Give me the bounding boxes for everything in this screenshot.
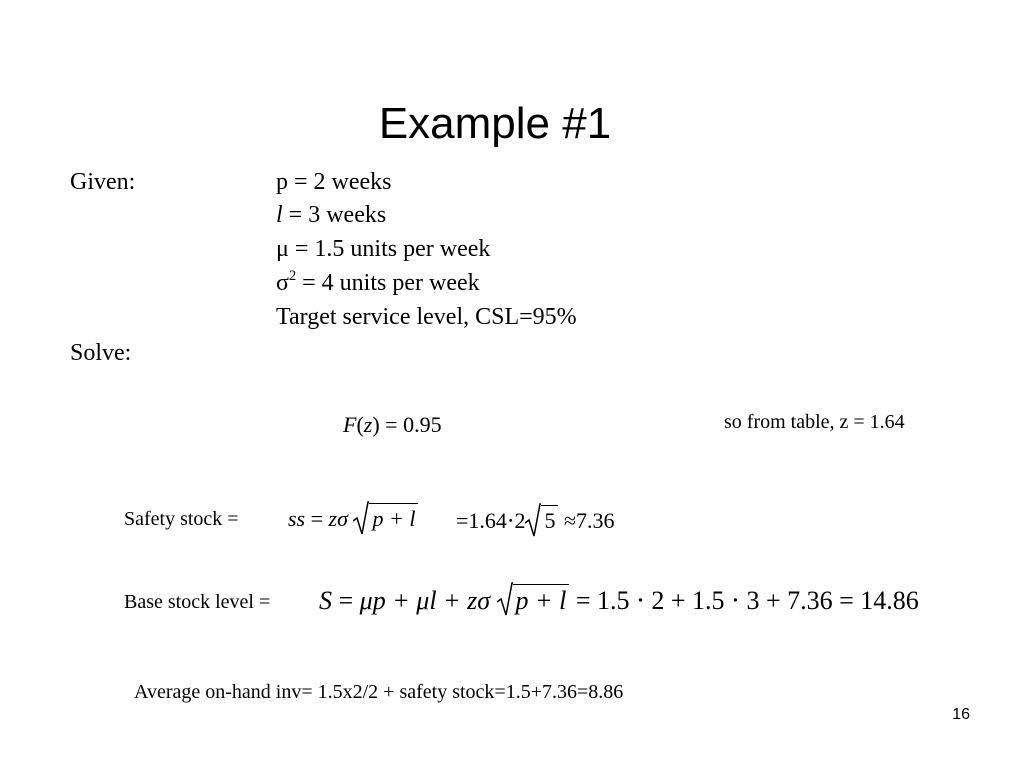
given-text: = 2 weeks xyxy=(288,169,392,195)
given-var: σ xyxy=(276,270,289,296)
safety-result-prefix: =1.64⋅2 xyxy=(456,508,526,533)
sqrt-symbol xyxy=(497,584,570,617)
radical-icon xyxy=(525,503,541,537)
base-radicand: p + l xyxy=(513,584,570,617)
given-label: Given: xyxy=(70,169,136,195)
fz-function: F xyxy=(343,412,357,437)
safety-result-value: 7.36 xyxy=(576,508,615,533)
given-var: l xyxy=(276,202,283,228)
given-text: = 1.5 units per week xyxy=(288,236,491,262)
slide-title: Example #1 xyxy=(378,99,612,148)
given-item-csl xyxy=(276,301,577,333)
safety-z: z xyxy=(328,506,338,531)
average-on-hand: Average on-hand inv= 1.5x2/2 + safety stock=1.5+7.36=8.86 xyxy=(134,681,624,703)
radical-icon xyxy=(353,501,369,535)
base-formula: S = μp + μl + zσ p + l = 1.5 ⋅ 2 + 1.5 ⋅ 3 + 7.36 = 14.86 xyxy=(319,584,919,617)
given-item-sigma xyxy=(276,267,480,299)
base-lhs: S xyxy=(319,586,332,615)
fz-equation: F(z) = 0.95 xyxy=(343,412,442,437)
solve-label: Solve: xyxy=(70,340,132,366)
safety-radicand: p + l xyxy=(369,503,418,534)
given-var: p xyxy=(276,169,288,195)
safety-formula: ss = zσ p + l xyxy=(288,503,418,534)
safety-label: Safety stock = xyxy=(124,508,239,530)
safety-sigma: σ xyxy=(337,506,348,531)
approx-symbol: ≈ xyxy=(563,508,577,533)
fz-arg: z xyxy=(363,412,373,437)
given-text: Target service level, CSL=95% xyxy=(276,304,577,330)
given-text: = 4 units per week xyxy=(296,270,480,296)
sqrt-symbol xyxy=(525,505,558,536)
given-item-p xyxy=(276,166,392,198)
sqrt-symbol xyxy=(353,503,418,534)
base-label: Base stock level = xyxy=(124,591,271,613)
given-item-mu xyxy=(276,233,490,265)
fz-value: 0.95 xyxy=(403,412,442,437)
safety-result-radicand: 5 xyxy=(541,505,558,536)
page-number: 16 xyxy=(952,706,970,723)
given-item-l xyxy=(276,199,386,231)
fz-note: so from table, z = 1.64 xyxy=(724,411,905,433)
radical-icon xyxy=(497,582,513,616)
safety-lhs: ss xyxy=(288,506,306,531)
given-var: μ xyxy=(276,236,289,262)
given-sup: 2 xyxy=(288,267,297,284)
base-expr: μp + μl + zσ xyxy=(359,586,491,615)
base-result: = 1.5 ⋅ 2 + 1.5 ⋅ 3 + 7.36 = 14.86 xyxy=(575,586,919,615)
safety-result xyxy=(456,505,615,536)
given-text: = 3 weeks xyxy=(282,202,387,228)
